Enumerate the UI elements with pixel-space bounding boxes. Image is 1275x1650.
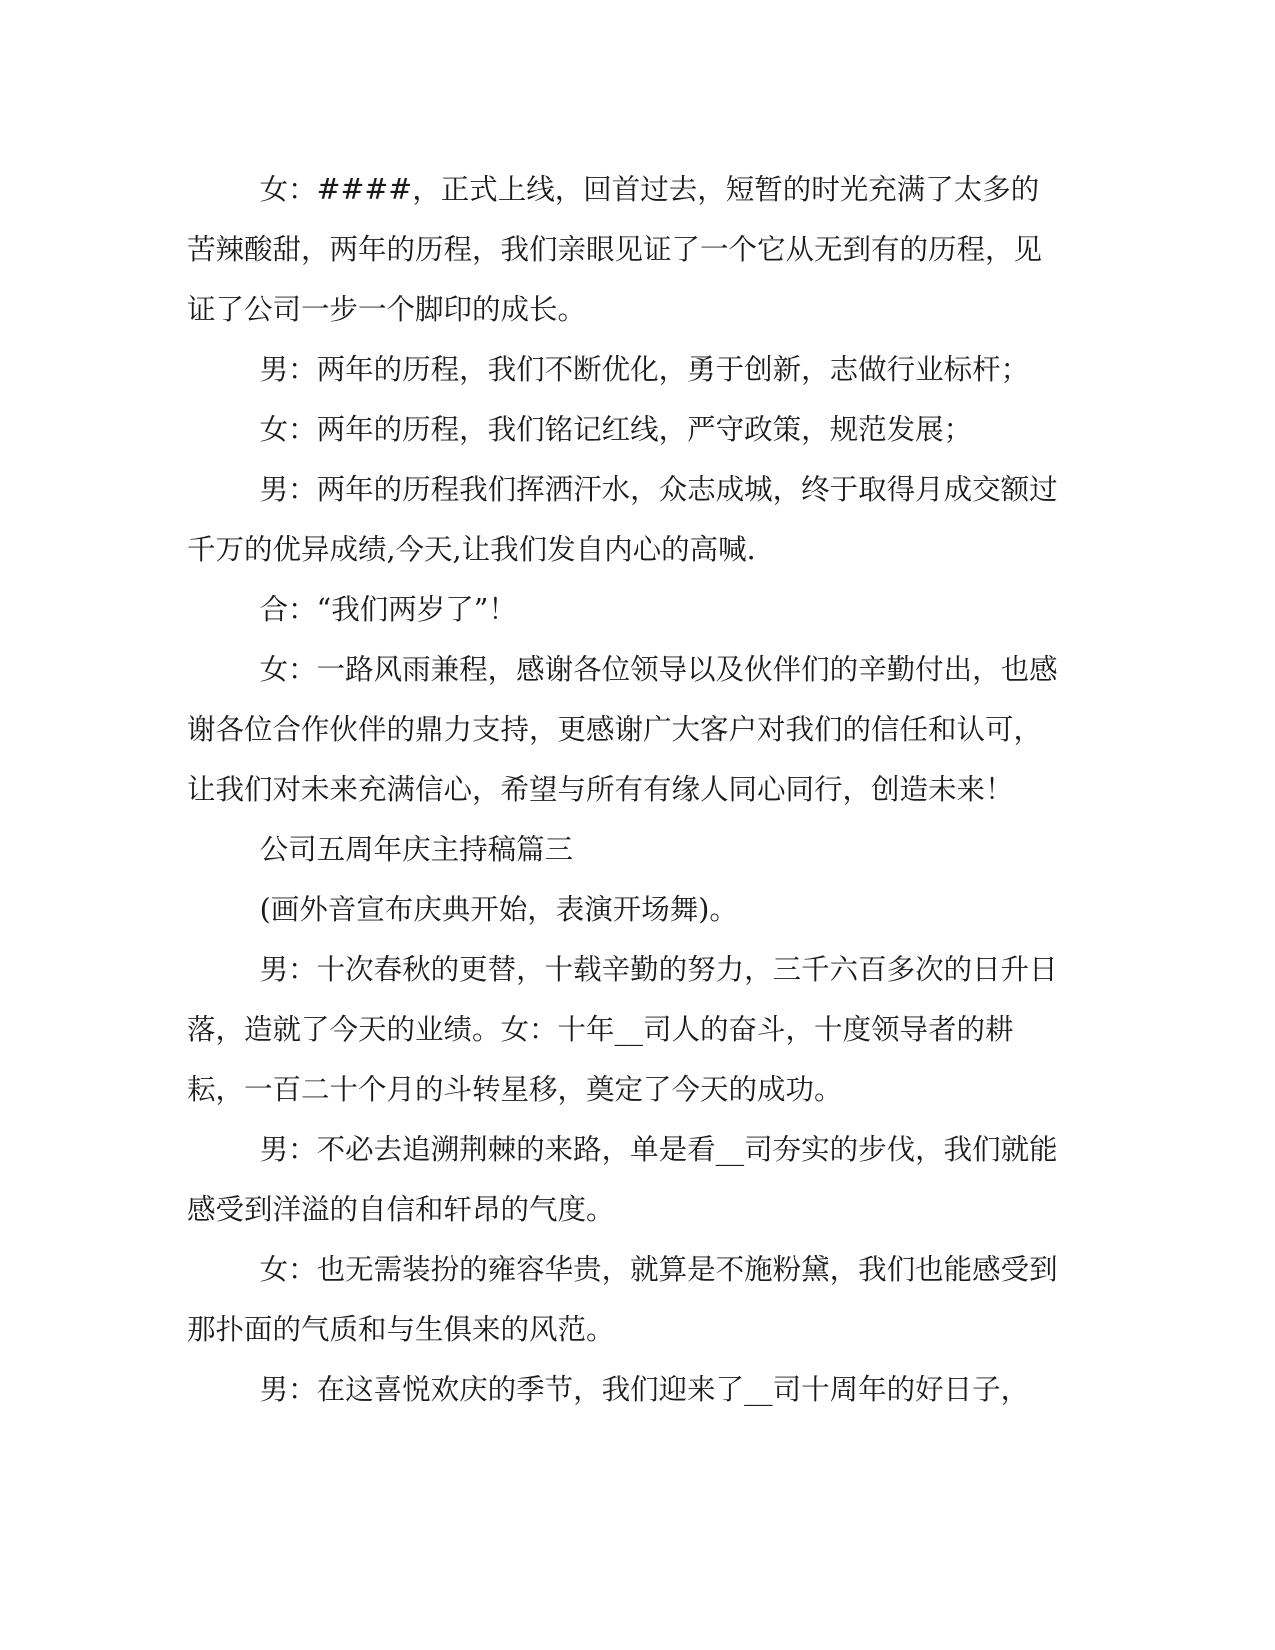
paragraph-male-celebration: 男：在这喜悦欢庆的季节，我们迎来了__司十周年的好日子， [259,1373,1030,1406]
paragraph-female-elegance: 女：也无需装扮的雍容华贵，就算是不施粉黛，我们也能感受到那扑面的气质和与生俱来的风范。 [187,1253,1058,1346]
paragraph-female-thanks: 女：一路风雨兼程，感谢各位领导以及伙伴们的辛勤付出，也感谢各位合作伙伴的鼎力支持，更感谢广大客户对我们的信任和认可，让我们对未来充满信心，希望与所有有缘人同心同行，创造未来！ [187,653,1058,806]
section-heading: 公司五周年庆主持稿篇三 [259,833,574,866]
document-body [187,160,1067,1420]
paragraph-female-opening: 女：####，正式上线，回首过去，短暂的时光充满了太多的苦辣酸甜，两年的历程，我们亲眼见证了一个它从无到有的历程，见证了公司一步一个脚印的成长。 [187,173,1043,326]
paragraph-male-ten-years: 男：十次春秋的更替，十载辛勤的努力，三千六百多次的日升日落，造就了今天的业绩。女：十年__司人的奋斗，十度领导者的耕耘，一百二十个月的斗转星移，奠定了今天的成功。 [187,953,1058,1106]
paragraph-stage-direction: (画外音宣布庆典开始，表演开场舞)。 [259,893,738,926]
paragraph-together: 合：“我们两岁了”！ [259,593,517,626]
paragraph-male-optimize: 男：两年的历程，我们不断优化，勇于创新，志做行业标杆； [259,353,1030,386]
paragraph-female-redline: 女：两年的历程，我们铭记红线，严守政策，规范发展； [259,413,973,446]
paragraph-male-achievement: 男：两年的历程我们挥洒汗水，众志成城，终于取得月成交额过千万的优异成绩,今天,让我们发自内心的高喊. [187,473,1058,566]
paragraph-male-steps: 男：不必去追溯荆棘的来路，单是看__司夯实的步伐，我们就能感受到洋溢的自信和轩昂的气度。 [187,1133,1058,1226]
